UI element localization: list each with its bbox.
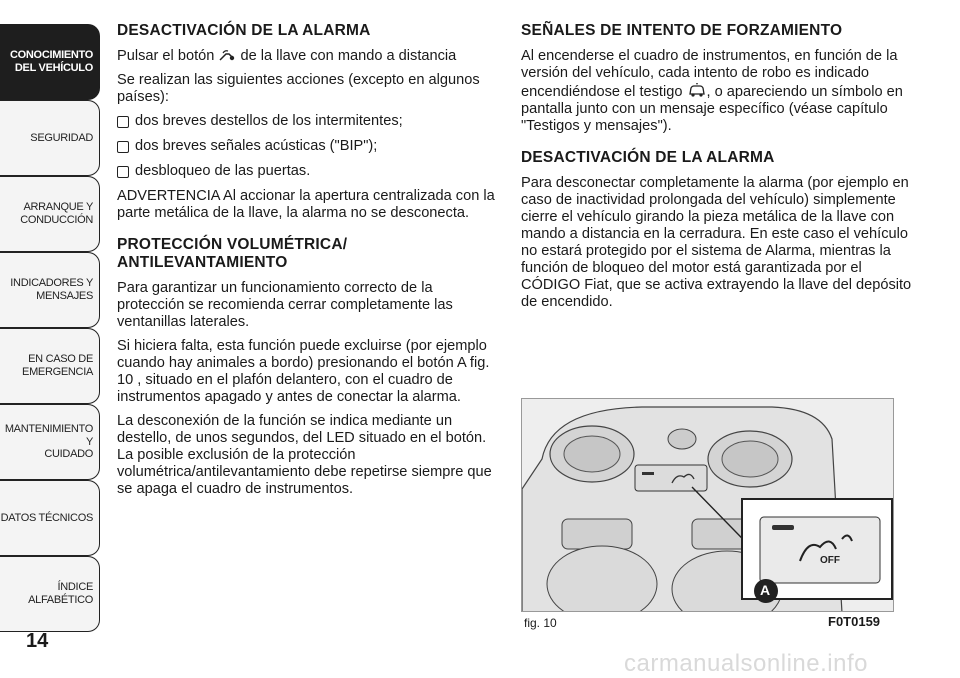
key-unlock-icon: [218, 50, 236, 62]
paragraph-garantizar: Para garantizar un funcionamiento correcto de la protección se recomienda cerrar completamente las ventanillas laterales.: [117, 280, 453, 330]
callout-a: A: [760, 582, 771, 598]
list-item: dos breves destellos de los intermitentes;: [117, 113, 495, 130]
actions-list: [117, 113, 495, 180]
tab-datos-tecnicos[interactable]: DATOS TÉCNICOS: [0, 480, 100, 556]
heading-desactivacion: DESACTIVACIÓN DE LA ALARMA: [117, 22, 371, 39]
list-item: dos breves señales acústicas ("BIP");: [117, 138, 495, 155]
heading-desactivacion-2: DESACTIVACIÓN DE LA ALARMA: [521, 149, 775, 166]
tab-emergencia[interactable]: EN CASO DE EMERGENCIA: [0, 328, 100, 404]
figure-10-illustration: [521, 398, 894, 612]
paragraph-testigo: Al encenderse el cuadro de instrumentos, en función de la versión del vehículo, cada intento de robo es indicado encendiéndose el testigo , o apareciendo un símbolo en pantalla junto con un mensaje específico (véase capítulo "Testigos y mensajes").: [521, 48, 903, 134]
tab-indicadores[interactable]: INDICADORES Y MENSAJES: [0, 252, 100, 328]
paragraph-acciones: Se realizan las siguientes acciones (excepto en algunos países):: [117, 72, 480, 105]
figure-caption: fig. 10: [524, 616, 557, 630]
paragraph-desconexion: La desconexión de la función se indica mediante un destello, de unos segundos, del LED situado en el botón. La posible exclusión de la protección volumétrica/antilevantamiento debe repetirse siempre que se apaga el cuadro de instrumentos.: [117, 413, 492, 497]
tab-mantenimiento[interactable]: MANTENIMIENTO Y CUIDADO: [0, 404, 100, 480]
tab-arranque[interactable]: ARRANQUE Y CONDUCCIÓN: [0, 176, 100, 252]
tab-indice[interactable]: ÍNDICE ALFABÉTICO: [0, 556, 100, 632]
figure-code: F0T0159: [828, 614, 881, 629]
tab-conocimiento[interactable]: CONOCIMIENTO DEL VEHÍCULO: [0, 24, 100, 100]
off-label: OFF: [820, 555, 840, 566]
list-item: desbloqueo de las puertas.: [117, 163, 495, 180]
paragraph-pulsar: Pulsar el botón de la llave con mando a distancia: [117, 48, 457, 64]
watermark: carmanualsonline.info: [624, 650, 868, 677]
tab-seguridad[interactable]: SEGURIDAD: [0, 100, 100, 176]
left-column: [117, 16, 495, 505]
right-column: [521, 16, 913, 318]
ceiling-light-drawing: [522, 399, 894, 612]
paragraph-advertencia: ADVERTENCIA Al accionar la apertura centralizada con la parte metálica de la llave, la alarma no se desconecta.: [117, 188, 495, 221]
page-number: 14: [26, 630, 49, 652]
heading-proteccion: PROTECCIÓN VOLUMÉTRICA/ ANTILEVANTAMIENTO: [117, 236, 348, 271]
car-warning-icon: [687, 82, 707, 98]
heading-forzamiento: SEÑALES DE INTENTO DE FORZAMIENTO: [521, 22, 843, 39]
paragraph-desconectar: Para desconectar completamente la alarma (por ejemplo en caso de inactividad prolongada del vehículo) simplemente cierre el vehículo girando la pieza metálica de la llave con mando a distancia en la cerradura. En este caso el vehículo no estará protegido por el sistema de Alarma, mientras la función de bloqueo del motor está garantizada por el CÓDIGO Fiat, que se activa extrayendo la llave del depósito de encendido.: [521, 175, 912, 310]
paragraph-excluir: Si hiciera falta, esta función puede excluirse (por ejemplo cuando hay animales a bordo) presionando el botón A fig. 10 , situado en el plafón delantero, con el cuadro de instrumentos apagado y antes de conectar la alarma.: [117, 338, 490, 405]
